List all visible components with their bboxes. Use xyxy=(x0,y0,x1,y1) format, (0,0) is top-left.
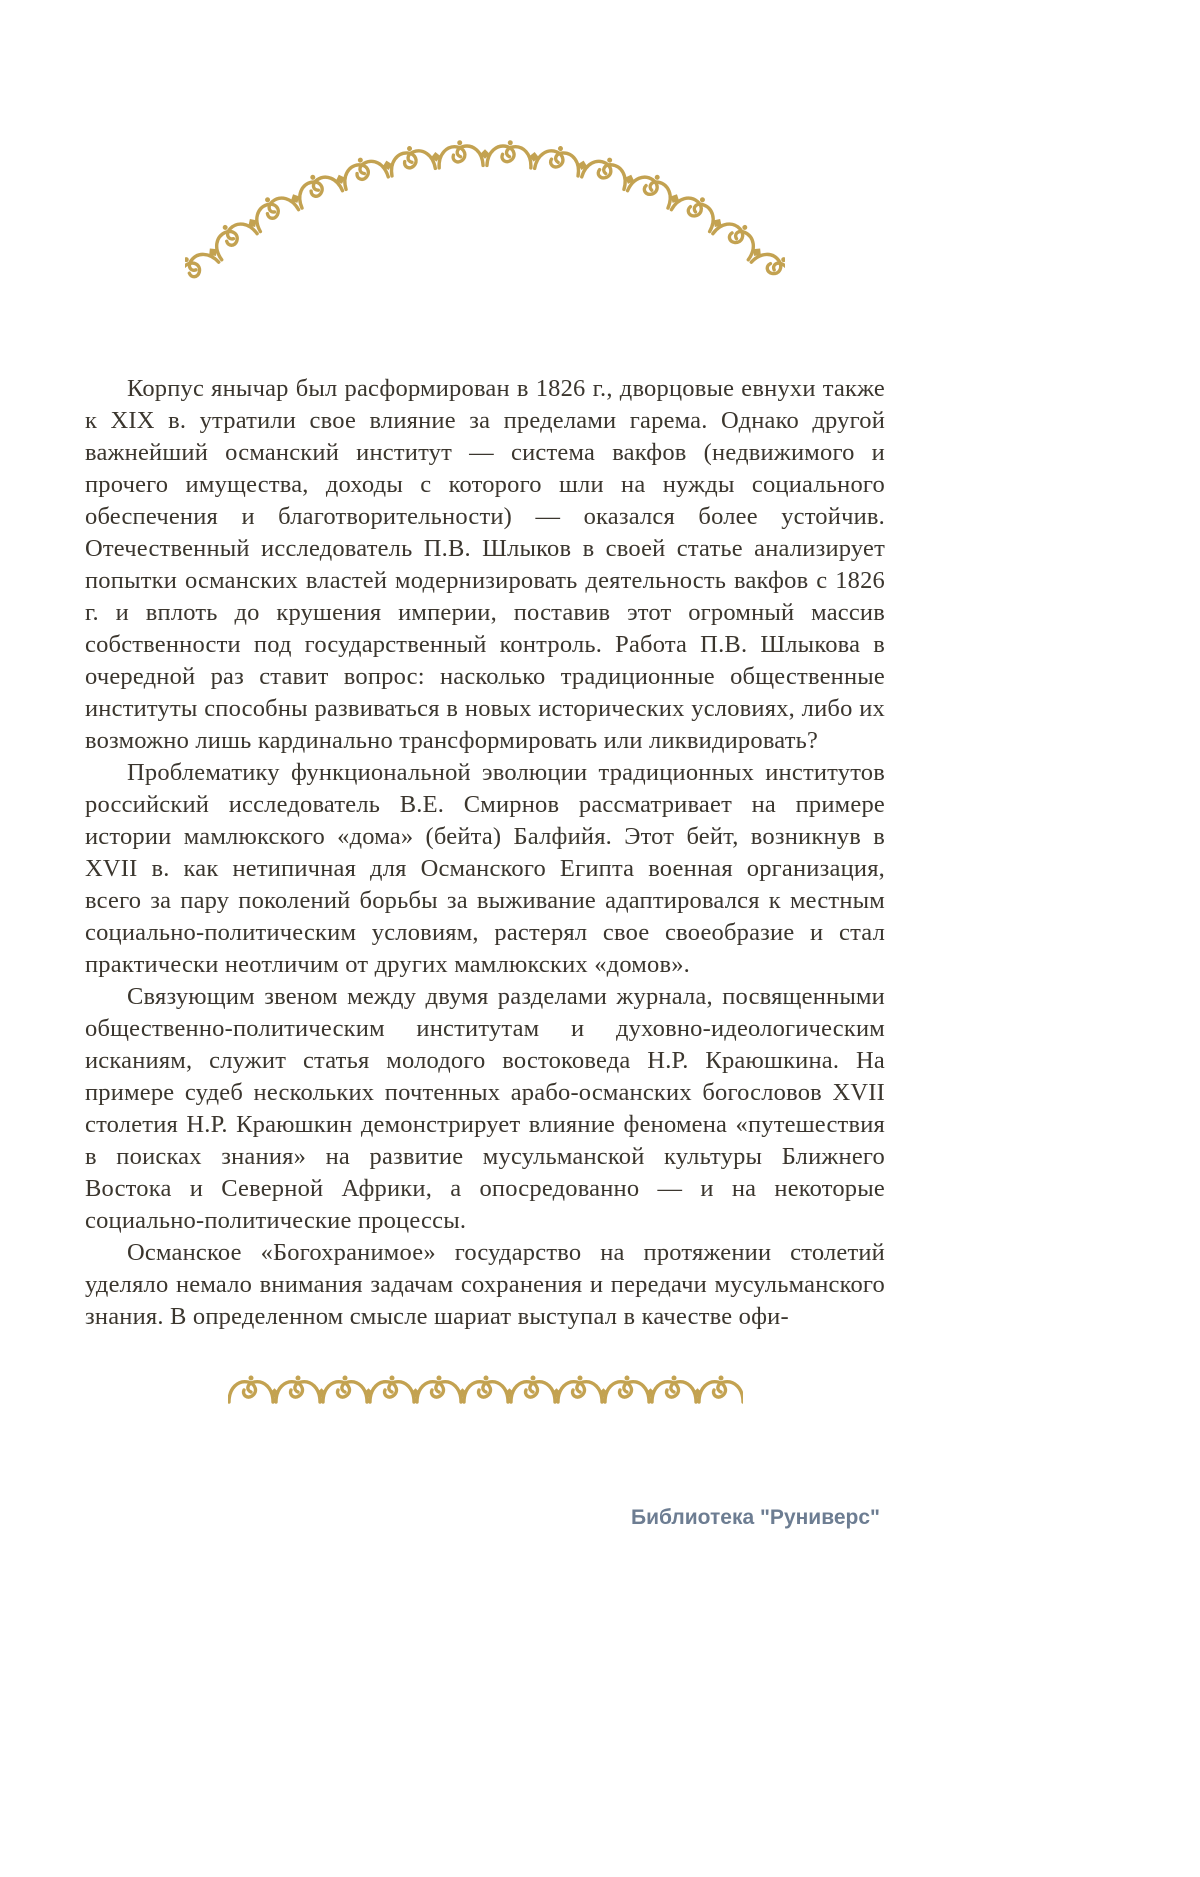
page-content xyxy=(85,0,885,1411)
band-scroll-ornament-icon xyxy=(228,1369,743,1411)
runivers-library-watermark: Библиотека "Руниверс" xyxy=(630,1506,880,1529)
arch-scroll-ornament-icon xyxy=(185,140,785,285)
paragraph: Корпус янычар был расформирован в 1826 г., дворцовые евнухи также к XIX в. утратили свое влияние за пределами гарема. Однако другой важнейший османский институт — система вакфов (недвижимого и прочего имущества, доходы с которого шли на нужды социального обеспечения и благотворительности) — оказался более устойчив. Отечественный исследователь П.В. Шлыков в своей статье анализирует попытки османских властей модернизировать деятельность вакфов с 1826 г. и вплоть до крушения империи, поставив этот огромный массив собственности под государственный контроль. Работа П.В. Шлыкова в очередной раз ставит вопрос: насколько традиционные общественные институты способны развиваться в новых исторических условиях, либо их возможно лишь кардинально трансформировать или ликвидировать? xyxy=(85,375,885,754)
paragraph: Связующим звеном между двумя разделами журнала, посвященными общественно-политическим институтам и духовно-идеологическим исканиям, служит статья молодого востоковеда Н.Р. Краюшкина. На примере судеб нескольких почтенных арабо-османских богословов XVII столетия Н.Р. Краюшкин демонстрирует влияние феномена «путешествия в поисках знания» на развитие мусульманской культуры Ближнего Востока и Северной Африки, а опосредованно — и на некоторые социально-политические процессы. xyxy=(85,983,885,1234)
paragraph: Османское «Богохранимое» государство на протяжении столетий уделяло немало внимания задачам сохранения и передачи мусульманского знания. В определенном смысле шариат выступал в качестве офи- xyxy=(85,1239,885,1330)
paragraph: Проблематику функциональной эволюции традиционных институтов российский исследователь В.Е. Смирнов рассматривает на примере истории мамлюкского «дома» (бейта) Балфийя. Этот бейт, возникнув в XVII в. как нетипичная для Османского Египта военная организация, всего за пару поколений борьбы за выживание адаптировался к местным социально-политическим условиям, растерял свое своеобразие и стал практически неотличим от других мамлюкских «домов». xyxy=(85,759,885,978)
body-text xyxy=(85,373,885,1333)
